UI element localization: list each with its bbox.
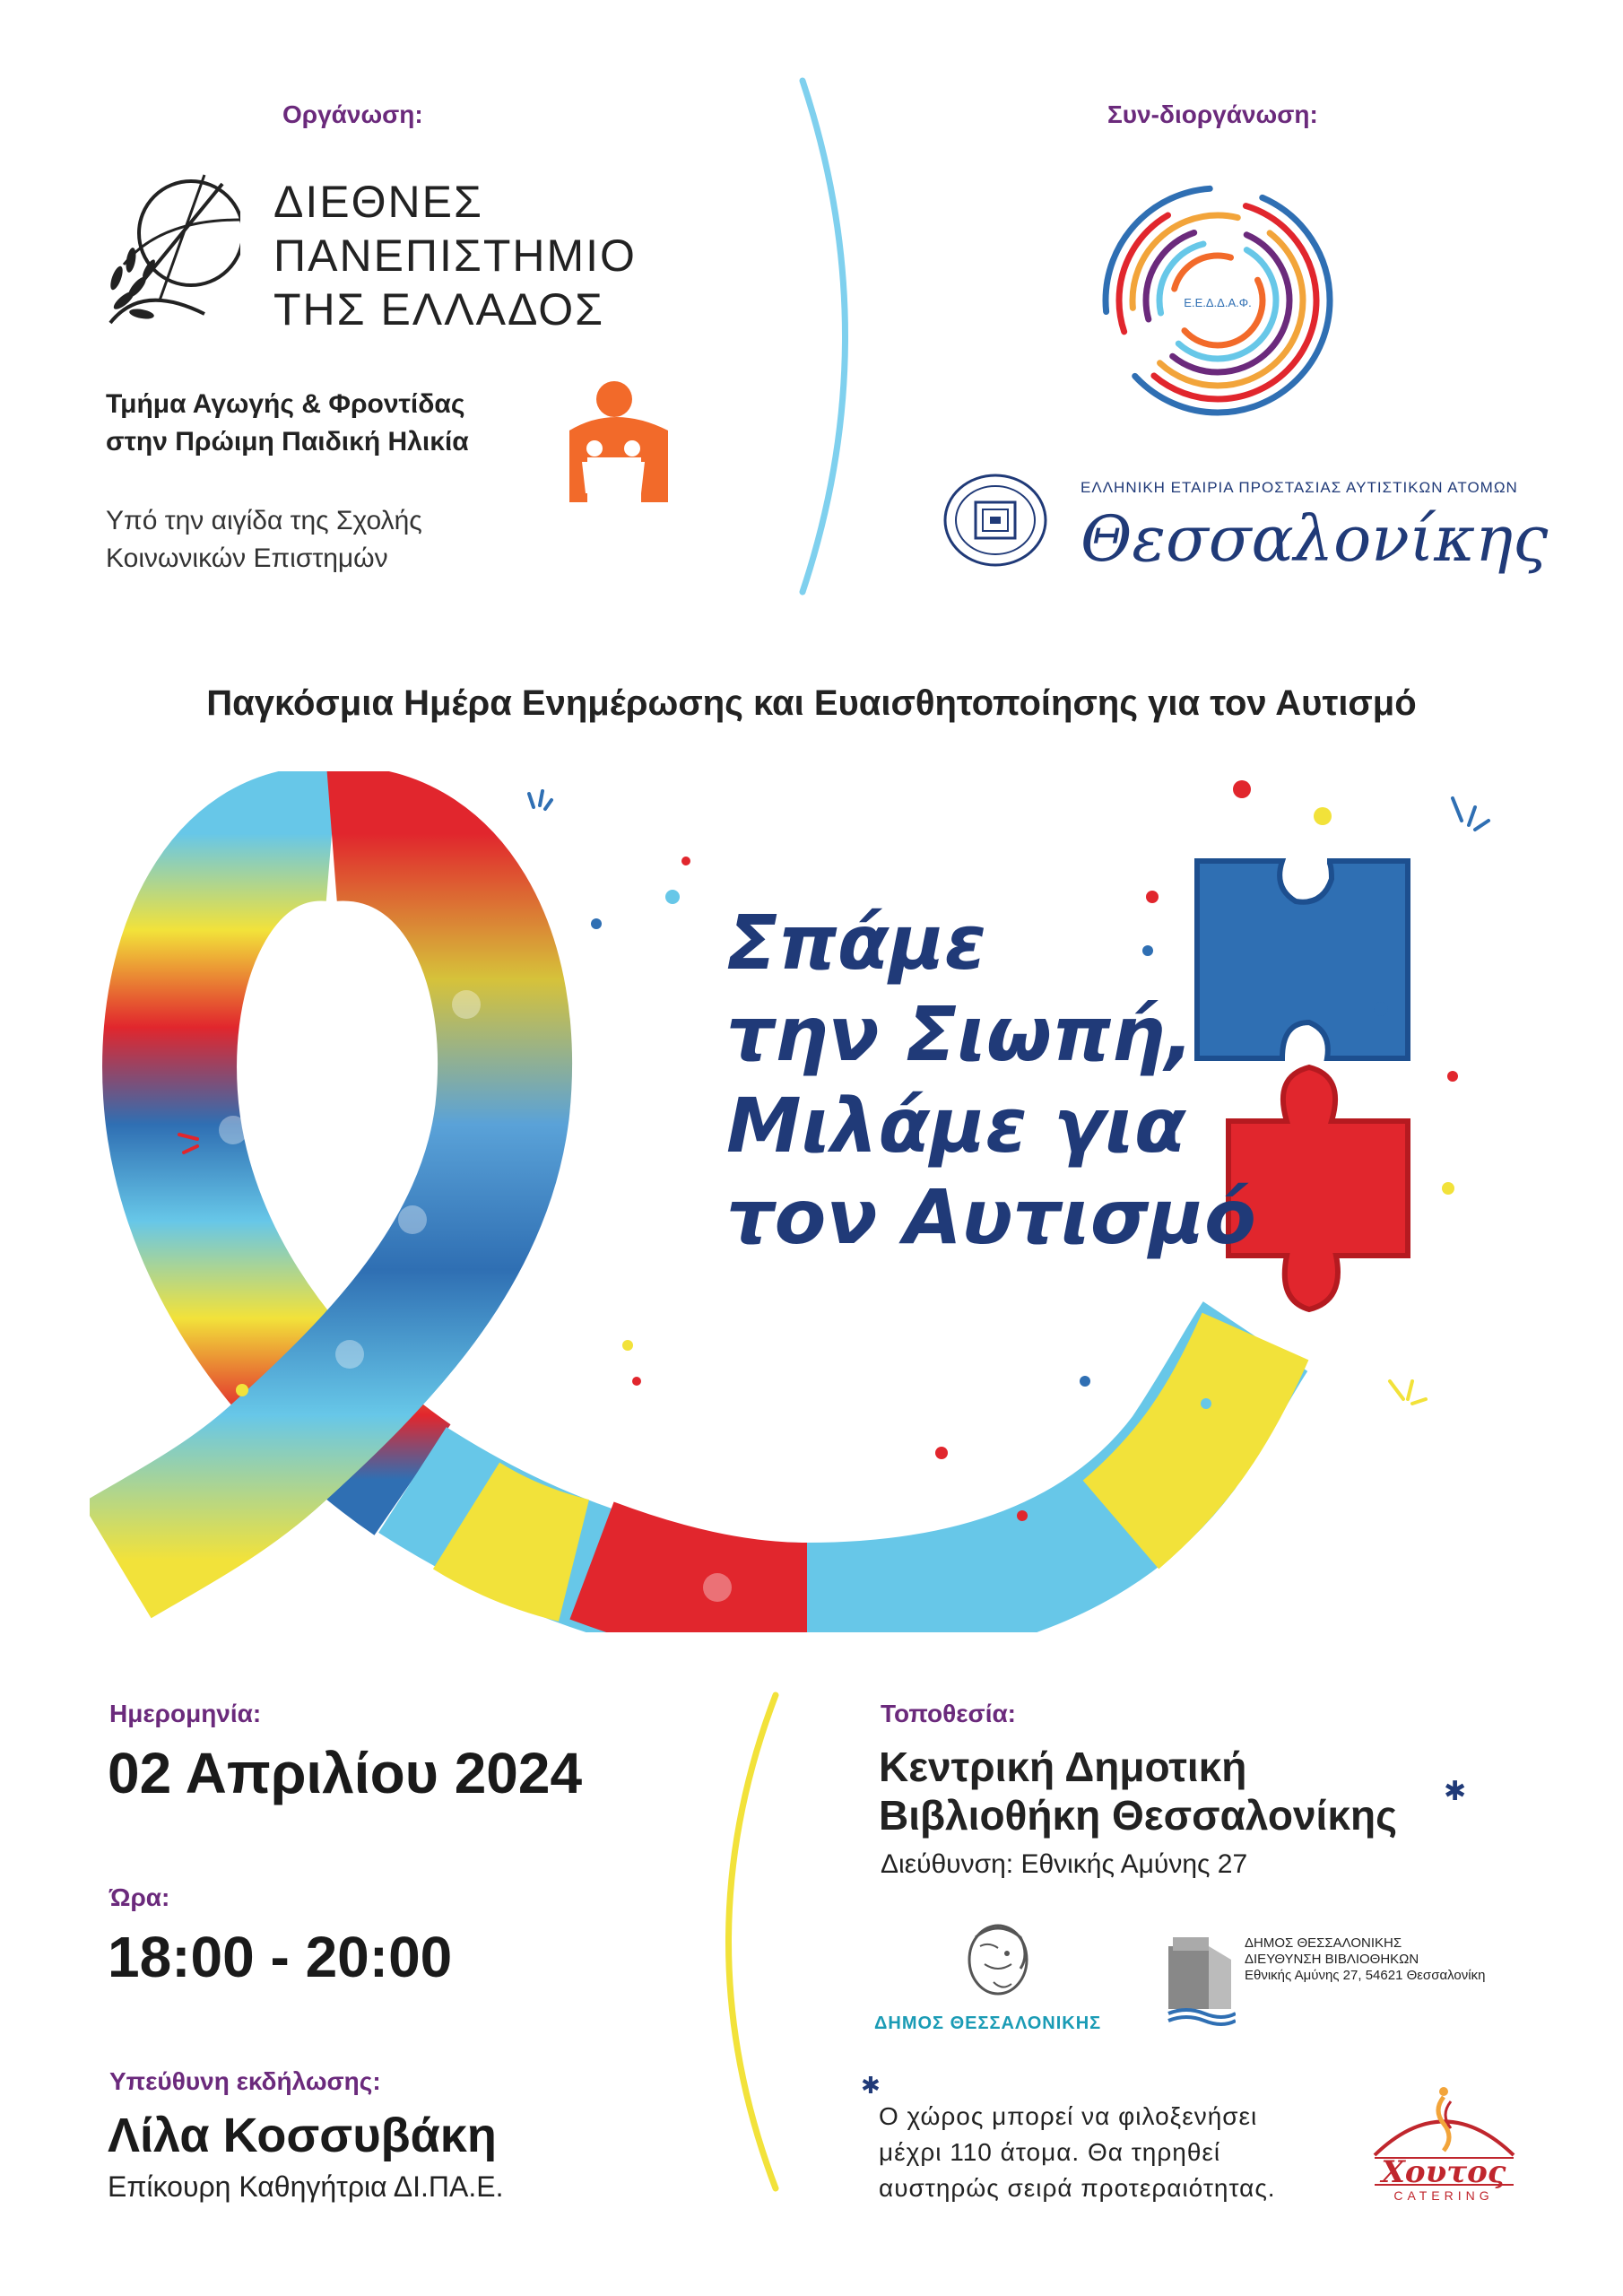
- slogan: Σπάμε την Σιωπή, Μιλάμε για τον Αυτισμό: [726, 899, 1256, 1261]
- time-label: Ώρα:: [109, 1883, 170, 1911]
- bottom-divider-arc: [708, 1691, 789, 2193]
- catering-name: Χουτος: [1381, 2154, 1506, 2190]
- location-label: Τοποθεσία:: [881, 1700, 1017, 1727]
- society-seal-icon: [942, 474, 1049, 568]
- municipality-name: ΔΗΜΟΣ ΘΕΣΣΑΛΟΝΙΚΗΣ: [874, 2013, 1102, 2033]
- co-organizer-label: Συν-διοργάνωση:: [1107, 100, 1318, 128]
- library-building-icon: [1164, 1933, 1236, 2027]
- eeddaf-logo-text: Ε.Ε.Δ.Δ.Α.Φ.: [1184, 296, 1252, 309]
- municipality-head-icon: [958, 1919, 1038, 2005]
- society-line: ΕΛΛΗΝΙΚΗ ΕΤΑΙΡΙΑ ΠΡΟΣΤΑΣΙΑΣ ΑΥΤΙΣΤΙΚΩΝ ΑΤΟΜΩΝ: [1081, 479, 1518, 496]
- eeddaf-logo-icon: [1092, 179, 1343, 422]
- date-value: 02 Απριλίου 2024: [108, 1741, 583, 1805]
- time-value: 18:00 - 20:00: [108, 1925, 453, 1989]
- note-asterisk-icon: ✱: [861, 2072, 881, 2099]
- family-logo-icon: [542, 377, 677, 511]
- top-divider-arc: [789, 76, 861, 596]
- library-text: ΔΗΜΟΣ ΘΕΣΣΑΛΟΝΙΚΗΣ ΔΙΕΥΘΥΝΣΗ ΒΙΒΛΙΟΘΗΚΩΝ Εθνικής Αμύνης 27, 54621 Θεσσαλονίκη: [1245, 1935, 1486, 1983]
- university-name: ΔΙΕΘΝΕΣ ΠΑΝΕΠΙΣΤΗΜΙΟ ΤΗΣ ΕΛΛΑΔΟΣ: [273, 177, 637, 335]
- responsible-label: Υπεύθυνη εκδήλωσης:: [109, 2067, 381, 2095]
- aegis-text: Υπό την αιγίδα της Σχολής Κοινωνικών Επιστημών: [106, 506, 422, 573]
- responsible-name: Λίλα Κοσσυβάκη: [108, 2109, 497, 2162]
- date-label: Ημερομηνία:: [109, 1700, 262, 1727]
- venue-address: Διεύθυνση: Εθνικής Αμύνης 27: [881, 1849, 1248, 1879]
- university-emblem-icon: [106, 166, 240, 327]
- asterisk-icon: ✱: [1444, 1777, 1467, 1806]
- organizer-label: Οργάνωση:: [282, 100, 423, 128]
- event-headline: Παγκόσμια Ημέρα Ενημέρωσης και Ευαισθητοποίησης για τον Αυτισμό: [206, 683, 1417, 723]
- catering-sub: CATERING: [1393, 2188, 1494, 2203]
- society-city: Θεσσαλονίκης: [1081, 502, 1549, 576]
- capacity-note: Ο χώρος μπορεί να φιλοξενήσει μέχρι 110 άτομα. Θα τηρηθεί αυστηρώς σειρά προτεραιότητας.: [879, 2102, 1276, 2202]
- venue-name: Κεντρική Δημοτική Βιβλιοθήκη Θεσσαλονίκης: [879, 1744, 1398, 1839]
- department-name: Τμήμα Αγωγής & Φροντίδας στην Πρώιμη Παιδική Ηλικία: [106, 389, 469, 457]
- responsible-title: Επίκουρη Καθηγήτρια ΔΙ.ΠΑ.Ε.: [108, 2170, 504, 2203]
